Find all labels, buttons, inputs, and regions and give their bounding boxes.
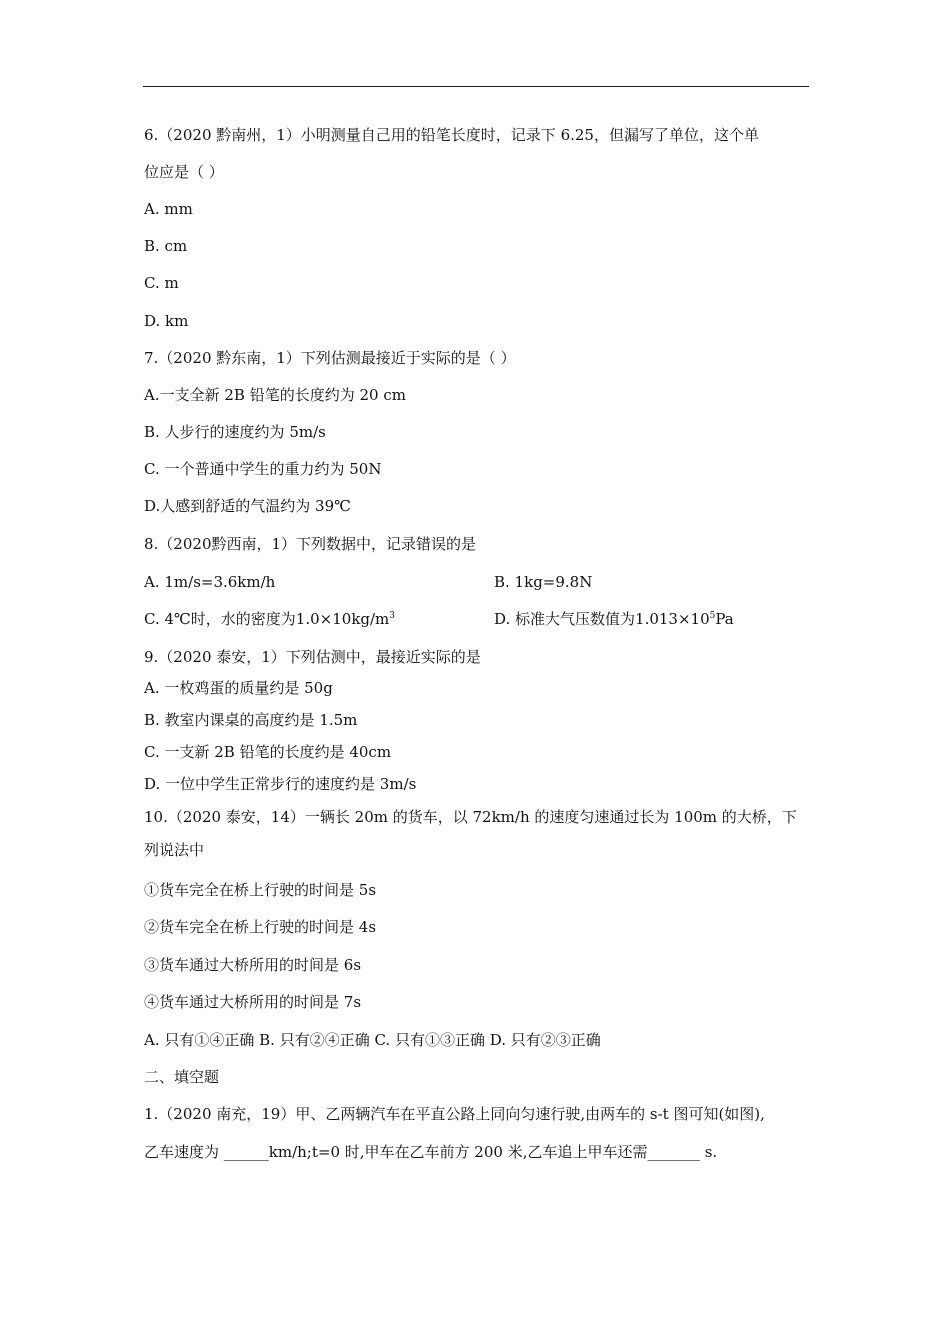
q9-option-b: B. 教室内课桌的高度约是 1.5m	[144, 711, 358, 729]
q10-statement-3: ③货车通过大桥所用的时间是 6s	[144, 956, 362, 974]
header-rule	[143, 86, 809, 87]
q8-option-c	[144, 609, 395, 629]
q7-option-b: B. 人步行的速度约为 5m/s	[144, 423, 326, 441]
q8-stem: 8.（2020黔西南，1）下列数据中，记录错误的是	[144, 535, 477, 553]
q8-option-d-exponent: 5	[709, 611, 716, 621]
q6-option-d: D. km	[144, 312, 189, 330]
q10-statement-4: ④货车通过大桥所用的时间是 7s	[144, 993, 362, 1011]
q6-option-a: A. mm	[144, 200, 193, 218]
q8-option-a: A. 1m/s=3.6km/h	[144, 573, 276, 591]
q10-options: A. 只有①④正确 B. 只有②④正确 C. 只有①③正确 D. 只有②③正确	[144, 1031, 601, 1049]
section-title: 二、填空题	[144, 1068, 220, 1086]
fill-q1-line2: 乙车速度为 ______km/h;t=0 时,甲车在乙车前方 200 米,乙车追上甲车还需_______ s.	[144, 1143, 718, 1161]
q9-option-c: C. 一支新 2B 铅笔的长度约是 40cm	[144, 743, 392, 761]
q8-option-d-text: D. 标准大气压数值为1.013×10	[494, 610, 710, 628]
q10-statement-2: ②货车完全在桥上行驶的时间是 4s	[144, 918, 377, 936]
q7-option-c: C. 一个普通中学生的重力约为 50N	[144, 460, 382, 478]
q10-stem-line2: 列说法中	[144, 841, 205, 859]
q7-option-a: A.一支全新 2B 铅笔的长度约为 20 cm	[144, 386, 406, 404]
q8-option-c-exponent: 3	[389, 611, 396, 621]
q10-stem-line1: 10.（2020 泰安，14）一辆长 20m 的货车，以 72km/h 的速度匀速通过长为 100m 的大桥，下	[144, 808, 797, 826]
q8-option-d	[494, 609, 734, 629]
q6-stem-line2: 位应是（ ）	[144, 163, 224, 181]
q10-statement-1: ①货车完全在桥上行驶的时间是 5s	[144, 881, 377, 899]
q8-option-d-unit: Pa	[715, 610, 734, 628]
q6-option-c: C. m	[144, 274, 179, 292]
q8-option-c-text: C. 4℃时，水的密度为1.0×10kg/m	[144, 610, 390, 628]
q9-option-a: A. 一枚鸡蛋的质量约是 50g	[144, 679, 333, 697]
q6-stem-line1: 6.（2020 黔南州，1）小明测量自己用的铅笔长度时，记录下 6.25，但漏写了单位，这个单	[144, 126, 759, 144]
fill-q1-line1: 1.（2020 南充，19）甲、乙两辆汽车在平直公路上同向匀速行驶,由两车的 s-t 图可知(如图),	[144, 1105, 765, 1123]
q6-option-b: B. cm	[144, 237, 188, 255]
q7-option-d: D.人感到舒适的气温约为 39℃	[144, 497, 351, 515]
q9-stem: 9.（2020 泰安，1）下列估测中，最接近实际的是	[144, 648, 481, 666]
q8-option-b: B. 1kg=9.8N	[494, 573, 593, 591]
q7-stem: 7.（2020 黔东南，1）下列估测最接近于实际的是（ ）	[144, 349, 516, 367]
q9-option-d: D. 一位中学生正常步行的速度约是 3m/s	[144, 775, 417, 793]
